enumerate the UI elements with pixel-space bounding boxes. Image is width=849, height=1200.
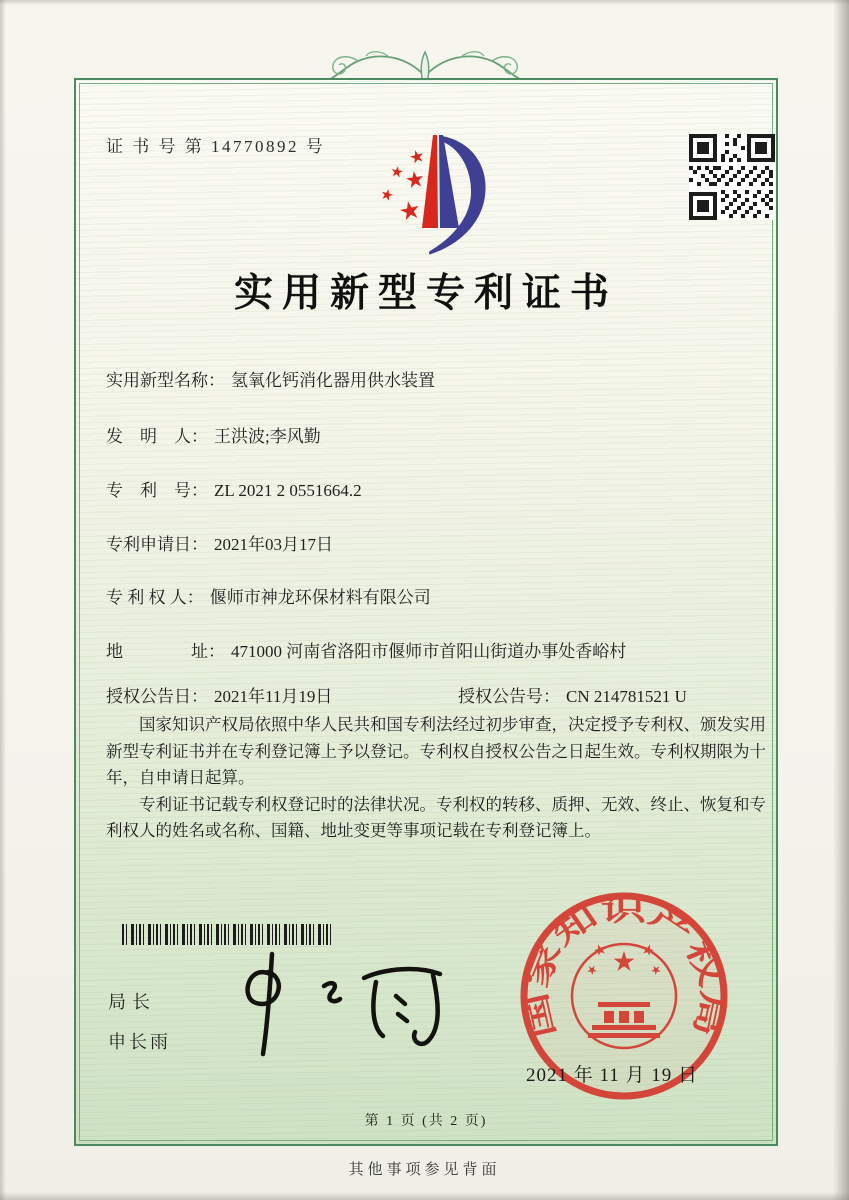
field-address — [106, 637, 626, 662]
cnipa-logo — [352, 122, 522, 257]
back-note: 其他事项参见背面 — [348, 1162, 501, 1178]
field-grant-date-label: 授权公告日： — [106, 687, 208, 706]
field-grant-date — [106, 682, 766, 707]
field-address-value: 471000 河南省洛阳市偃师市首阳山街道办事处香峪村 — [231, 642, 627, 661]
field-filing-date-value: 2021年03月17日 — [214, 535, 333, 554]
field-inventor — [106, 422, 321, 447]
field-grant-number-value: CN 214781521 U — [566, 687, 687, 706]
field-grant-number-label: 授权公告号： — [458, 687, 560, 706]
field-grant-date-value: 2021年11月19日 — [214, 687, 333, 706]
field-patent-number-value: ZL 2021 2 0551664.2 — [214, 481, 362, 500]
field-patentee — [106, 583, 431, 608]
page-edge-shadow-bottom — [0, 1192, 849, 1200]
field-inventor-label: 发 明 人： — [106, 427, 208, 446]
director-name: 申长雨 — [108, 1032, 171, 1052]
field-patentee-value: 偃师市神龙环保材料有限公司 — [209, 588, 431, 607]
field-name-label: 实用新型名称： — [106, 371, 225, 390]
paragraph-2: 专利证书记载专利权登记时的法律状况。专利权的转移、质押、无效、终止、恢复和专利权人的姓名或名称、国籍、地址变更等事项记载在专利登记簿上。 — [106, 794, 766, 840]
director-title: 局长 — [108, 992, 156, 1012]
page-edge-shadow-left — [0, 0, 6, 1200]
legal-text — [106, 712, 766, 845]
paragraph-1: 国家知识产权局依照中华人民共和国专利法经过初步审查，决定授予专利权、颁发实用新型专利证书并在专利登记簿上予以登记。专利权自授权公告之日起生效。专利权期限为十年，自申请日起算。 — [106, 715, 766, 787]
field-filing-date — [106, 530, 333, 555]
field-grant-number — [458, 682, 687, 707]
certificate-number: 证 书 号 第 14770892 号 — [106, 137, 326, 156]
page-edge-shadow-top — [0, 0, 849, 5]
field-patent-number-label: 专 利 号： — [106, 481, 208, 500]
page-number: 第 1 页 (共 2 页) — [364, 1114, 488, 1129]
barcode — [122, 924, 334, 945]
seal-date: 2021 年 11 月 19 日 — [526, 1065, 699, 1086]
field-filing-date-label: 专利申请日： — [106, 535, 208, 554]
field-inventor-value: 王洪波;李风勤 — [214, 427, 321, 446]
field-name-value: 氢氧化钙消化器用供水装置 — [231, 371, 435, 390]
field-patent-number — [106, 476, 362, 501]
field-address-label: 地 址： — [106, 642, 225, 661]
qr-code — [689, 134, 775, 220]
field-name — [106, 366, 435, 391]
handwritten-signature — [226, 948, 466, 1063]
certificate-title: 实用新型专利证书 — [233, 272, 618, 315]
certificate-frame — [74, 78, 778, 1146]
field-patentee-label: 专 利 权 人： — [106, 588, 204, 607]
page-edge-shadow-right — [833, 0, 849, 1200]
seal-text: 国家知识产权局 — [520, 894, 729, 1041]
